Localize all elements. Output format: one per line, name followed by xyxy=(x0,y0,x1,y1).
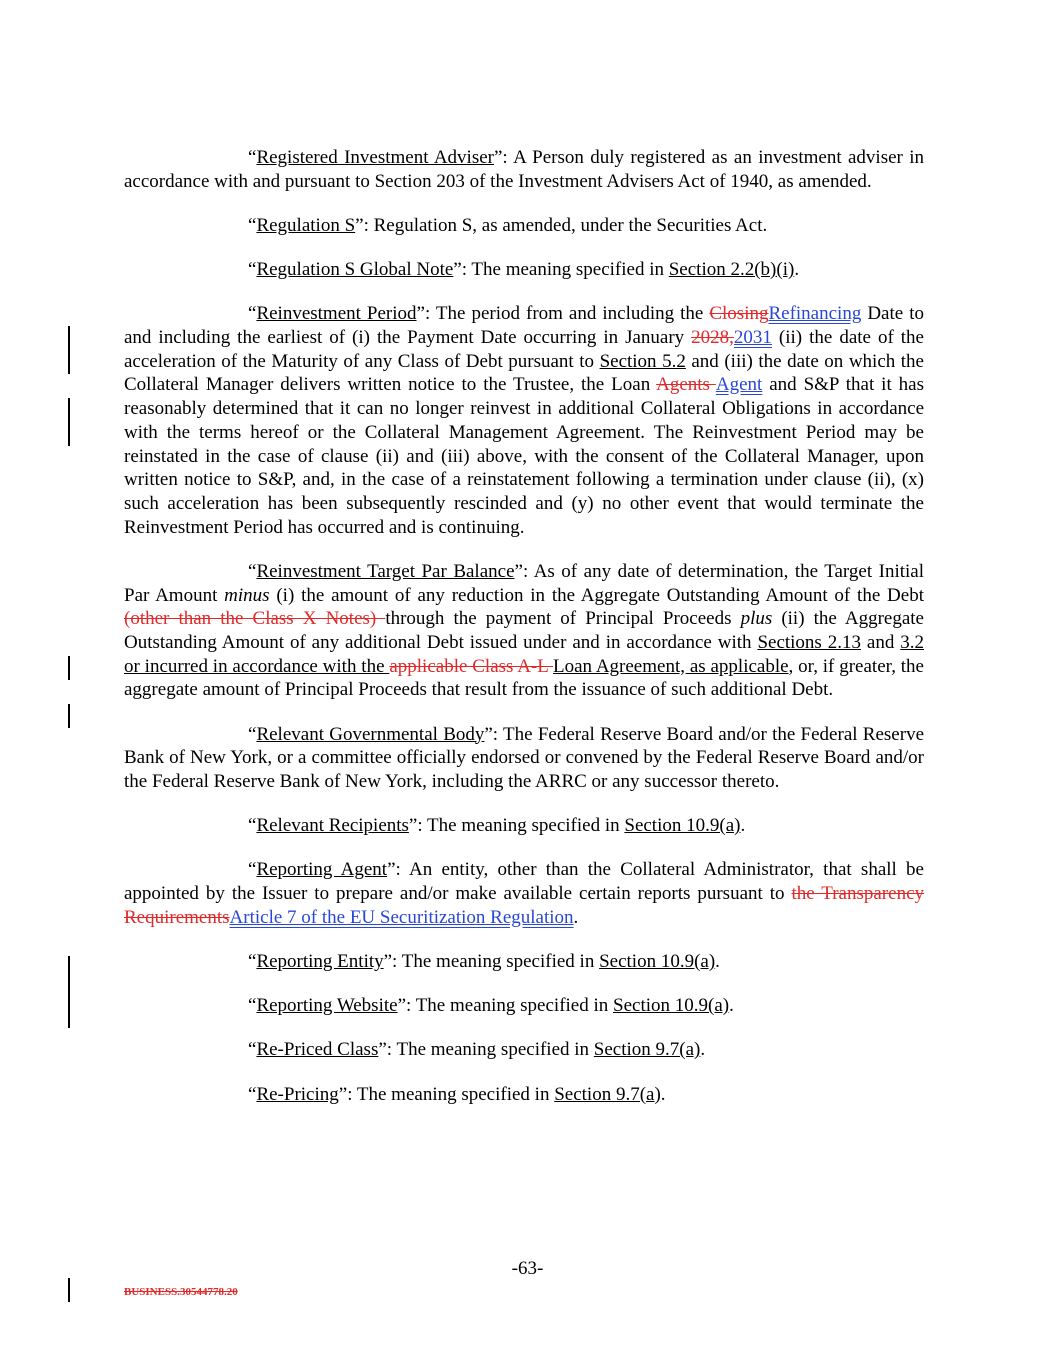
definition-text: (i) the amount of any reduction in the Aggregate Outstanding Amount of the Debt xyxy=(269,584,924,606)
change-bar xyxy=(68,956,70,1028)
definition-text: As of any date of determination, the Target Initial Par Amount xyxy=(124,560,924,606)
defined-term: Reinvestment Period xyxy=(256,303,417,325)
definition-text: (ii) the date of the acceleration of the Maturity of any Class of Debt pursuant to xyxy=(124,327,924,372)
definition-reporting-website: “Reporting Website”: The meaning specified in Section 10.9(a). xyxy=(248,995,734,1017)
italic-term: minus xyxy=(224,584,270,606)
definition-text: A Person duly registered as an investment adviser in accordance with and pursuant to Section 203 of the Investment Advisers Act of 1940, as amended. xyxy=(124,147,925,192)
definition-text: The meaning specified in xyxy=(471,259,669,281)
definition-relevant-governmental-body: “Relevant Governmental Body”: The Federal Reserve Board and/or the Federal Reserve Bank of New York, or a committee officially endorsed or convened by the Federal Reserve Board and/or the Federal Reserve Bank of New York, including the ARRC or any successor thereto. xyxy=(124,723,924,792)
definition-reporting-entity: “Reporting Entity”: The meaning specified in Section 10.9(a). xyxy=(248,950,720,972)
inserted-text: 2031 xyxy=(733,327,772,349)
definition-re-priced-class: “Re-Priced Class”: The meaning specified in Section 9.7(a). xyxy=(248,1039,706,1061)
definition-reinvestment-period: “Reinvestment Period”: The period from and including the ClosingRefinancing Date to and including the earliest of (i) the Payment Date occurring in January 2028,2031 (ii) the date of the acceleration of the Maturity of any Class of Debt pursuant to Section 5.2 and (iii) the date on which the Collateral Manager delivers written notice to the Trustee, the Loan Agents Agent and S&P that it has reasonably determined that it can no longer reinvest in additional Collateral Obligations in accordance with the terms hereof or the Collateral Management Agreement. The Reinvestment Period may be reinstated in the case of clause (ii) and (iii) above, with the consent of the Collateral Manager, upon written notice to S&P, and, in the case of a reinstatement following a termination under clause (ii), (x) such acceleration has been subsequently rescinded and (y) no other event that would terminate the Reinvestment Period has occurred and is continuing. xyxy=(124,303,924,538)
definition-text: The meaning specified in xyxy=(356,1083,555,1105)
definition-text: The meaning specified in xyxy=(427,815,625,837)
definition-text: The meaning specified in xyxy=(401,950,600,972)
definition-relevant-recipients: “Relevant Recipients”: The meaning specified in Section 10.9(a). xyxy=(248,815,746,837)
definition-text: An entity, other than the Collateral Administrator, that shall be appointed by the Issuer to prepare and/or make available certain reports pursuant to xyxy=(124,859,924,905)
section-reference: Sections 2.13 xyxy=(757,631,861,653)
defined-term: Re-Pricing xyxy=(256,1083,339,1105)
definition-text: The period from and including the xyxy=(435,303,710,325)
definition-text: , or, if greater, the aggregate amount of Principal Proceeds that result from the issuance of such additional Debt. xyxy=(124,655,924,701)
document-body xyxy=(124,146,924,1127)
defined-term: Regulation S Global Note xyxy=(256,259,454,281)
inserted-text: Article 7 of the EU Securitization Regulation xyxy=(229,906,574,928)
section-reference: Section 9.7(a) xyxy=(554,1083,661,1105)
deleted-text: Closing xyxy=(709,303,769,325)
change-bar xyxy=(68,656,70,680)
section-reference: Section 10.9(a) xyxy=(624,815,741,837)
defined-term: Relevant Recipients xyxy=(256,815,409,837)
definition-text: and (iii) the date on which the Collateral Manager delivers written notice to the Trustee, the Loan xyxy=(124,350,924,396)
definition-reporting-agent: “Reporting Agent”: An entity, other than the Collateral Administrator, that shall be appointed by the Issuer to prepare and/or make available certain reports pursuant to the Transparency RequirementsArticle 7 of the EU Securitization Regulation. xyxy=(124,859,925,928)
defined-term: Reinvestment Target Par Balance xyxy=(256,560,515,582)
change-bar xyxy=(68,1278,70,1302)
defined-term: Registered Investment Adviser xyxy=(256,147,494,168)
section-reference: Loan Agreement, as applicable xyxy=(553,655,789,677)
section-reference: 3.2 or incurred in accordance with the xyxy=(124,631,925,677)
deleted-text: Agents xyxy=(656,374,716,396)
definition-text: The meaning specified in xyxy=(396,1039,594,1061)
change-bar xyxy=(68,398,70,446)
defined-term: Re-Priced Class xyxy=(256,1039,379,1061)
definition-text: through the payment of Principal Proceeds xyxy=(385,608,741,630)
section-reference: Section 2.2(b)(i) xyxy=(668,259,795,281)
defined-term: Reporting Website xyxy=(256,995,398,1017)
deleted-text: applicable Class A-L xyxy=(389,655,553,677)
definition-regulation-s-global-note: “Regulation S Global Note”: The meaning specified in Section 2.2(b)(i). xyxy=(248,259,800,281)
definition-text: Date to and including the earliest of (i) the Payment Date occurring in January xyxy=(124,303,924,349)
definition-regulation-s: “Regulation S”: Regulation S, as amended, under the Securities Act. xyxy=(248,214,768,236)
definition-text: . xyxy=(573,906,579,928)
section-reference: Section 10.9(a) xyxy=(613,995,730,1017)
italic-term: plus xyxy=(740,608,773,630)
definition-text: (ii) the Aggregate Outstanding Amount of any additional Debt issued under and in accordance with xyxy=(124,608,924,653)
deleted-text: (other than the Class X Notes) xyxy=(124,608,386,630)
change-bar xyxy=(68,326,70,374)
definition-registered-investment-adviser: “Registered Investment Adviser”: A Person duly registered as an investment adviser in accordance with and pursuant to Section 203 of the Investment Advisers Act of 1940, as amended. xyxy=(124,147,925,192)
inserted-text: Agent xyxy=(715,374,763,396)
section-reference: Section 10.9(a) xyxy=(599,950,716,972)
change-bar xyxy=(68,704,70,728)
defined-term: Regulation S xyxy=(256,214,356,236)
defined-term: Relevant Governmental Body xyxy=(256,723,485,745)
definition-text: The Federal Reserve Board and/or the Federal Reserve Bank of New York, or a committee officially endorsed or convened by the Federal Reserve Board and/or the Federal Reserve Bank of New York, including the ARRC or any successor thereto. xyxy=(124,723,924,792)
definition-reinvestment-target-par-balance: “Reinvestment Target Par Balance”: As of any date of determination, the Target Initial Par Amount minus (i) the amount of any reduction in the Aggregate Outstanding Amount of the Debt (other than the Class X Notes) through the payment of Principal Proceeds plus (ii) the Aggregate Outstanding Amount of any additional Debt issued under and in accordance with Sections 2.13 and 3.2 or incurred in accordance with the applicable Class A-L Loan Agreement, as applicable, or, if greater, the aggregate amount of Principal Proceeds that result from the issuance of such additional Debt. xyxy=(124,560,925,701)
deleted-text: 2028, xyxy=(691,327,734,349)
page-number: -63- xyxy=(511,1258,544,1279)
document-id: BUSINESS.30544778.20 xyxy=(124,1286,238,1298)
defined-term: Reporting Agent xyxy=(256,859,388,881)
deleted-text: the Transparency Requirements xyxy=(124,883,925,928)
inserted-text: Refinancing xyxy=(768,303,862,325)
definition-text: and xyxy=(861,631,901,653)
definition-re-pricing: “Re-Pricing”: The meaning specified in Section 9.7(a). xyxy=(248,1083,666,1105)
defined-term: Reporting Entity xyxy=(256,950,384,972)
definition-text: and S&P that it has reasonably determined that it can no longer reinvest in additional Collateral Obligations in accordance with the terms hereof or the Collateral Management Agreement. The Reinvestment Period may be reinstated in the case of clause (ii) and (iii) above, with the consent of the Collateral Manager, upon written notice to S&P, and, in the case of a reinstatement following a termination under clause (ii), (x) such acceleration has been subsequently rescinded and (y) no other event that would terminate the Reinvestment Period has occurred and is continuing. xyxy=(124,374,924,538)
definition-text: The meaning specified in xyxy=(415,995,614,1017)
section-reference: Section 9.7(a) xyxy=(593,1039,701,1061)
section-reference: Section 5.2 xyxy=(599,350,686,372)
definition-text: Regulation S, as amended, under the Securities Act. xyxy=(373,214,768,236)
